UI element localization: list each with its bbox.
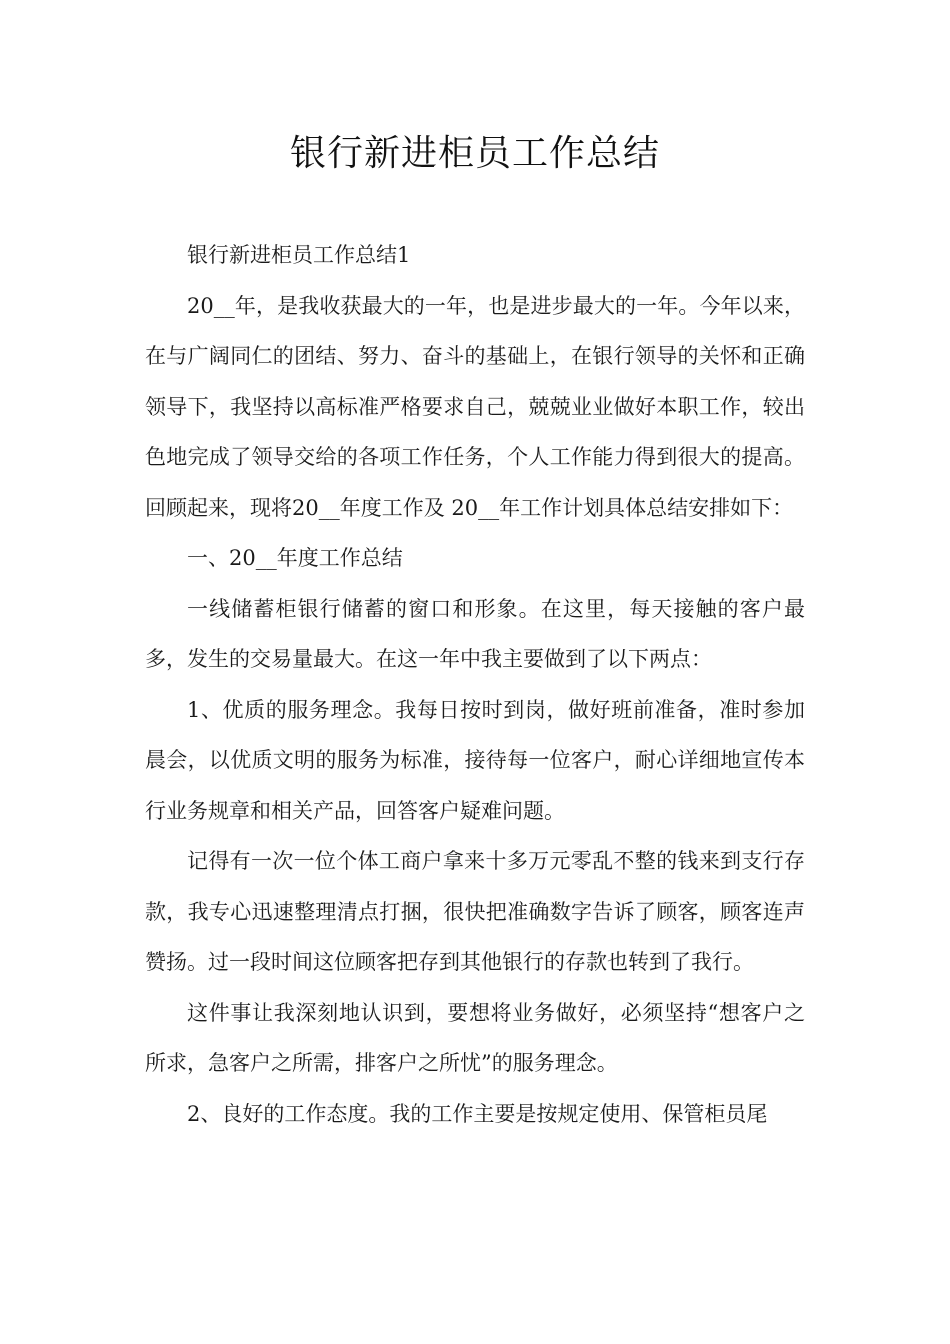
paragraph-lesson: 这件事让我深刻地认识到，要想将业务做好，必须坚持“想客户之所求，急客户之所需，排客户之所忧”的服务理念。 bbox=[145, 1000, 805, 1075]
section-heading-annual-summary: 一、20__年度工作总结 bbox=[187, 546, 403, 570]
document-title: 银行新进柜员工作总结 bbox=[289, 133, 660, 174]
paragraph-intro: 20__年，是我收获最大的一年，也是进步最大的一年。今年以来，在与广阔同仁的团结、努力、奋斗的基础上，在银行领导的关怀和正确领导下，我坚持以高标准严格要求自己，兢兢业业做好本职工作，较出色地完成了领导交给的各项工作任务，个人工作能力得到很大的提高。回顾起来，现将20__年度工作及 20__年工作计划具体总结安排如下： bbox=[145, 293, 805, 520]
paragraph-service-concept: 1、优质的服务理念。我每日按时到岗，做好班前准备，准时参加晨会，以优质文明的服务为标准，接待每一位客户，耐心详细地宣传本行业务规章和相关产品，回答客户疑难问题。 bbox=[145, 697, 805, 823]
paragraph-front-counter: 一线储蓄柜银行储蓄的窗口和形象。在这里，每天接触的客户最多，发生的交易量最大。在这一年中我主要做到了以下两点： bbox=[145, 596, 805, 671]
paragraph-anecdote: 记得有一次一位个体工商户拿来十多万元零乱不整的钱来到支行存款，我专心迅速整理清点打捆，很快把准确数字告诉了顾客，顾客连声赞扬。过一段时间这位顾客把存到其他银行的存款也转到了我行。 bbox=[145, 849, 805, 974]
section-heading-1: 银行新进柜员工作总结1 bbox=[187, 243, 411, 267]
document-body bbox=[145, 230, 805, 1139]
paragraph-work-attitude: 2、良好的工作态度。我的工作主要是按规定使用、保管柜员尾 bbox=[187, 1101, 768, 1126]
